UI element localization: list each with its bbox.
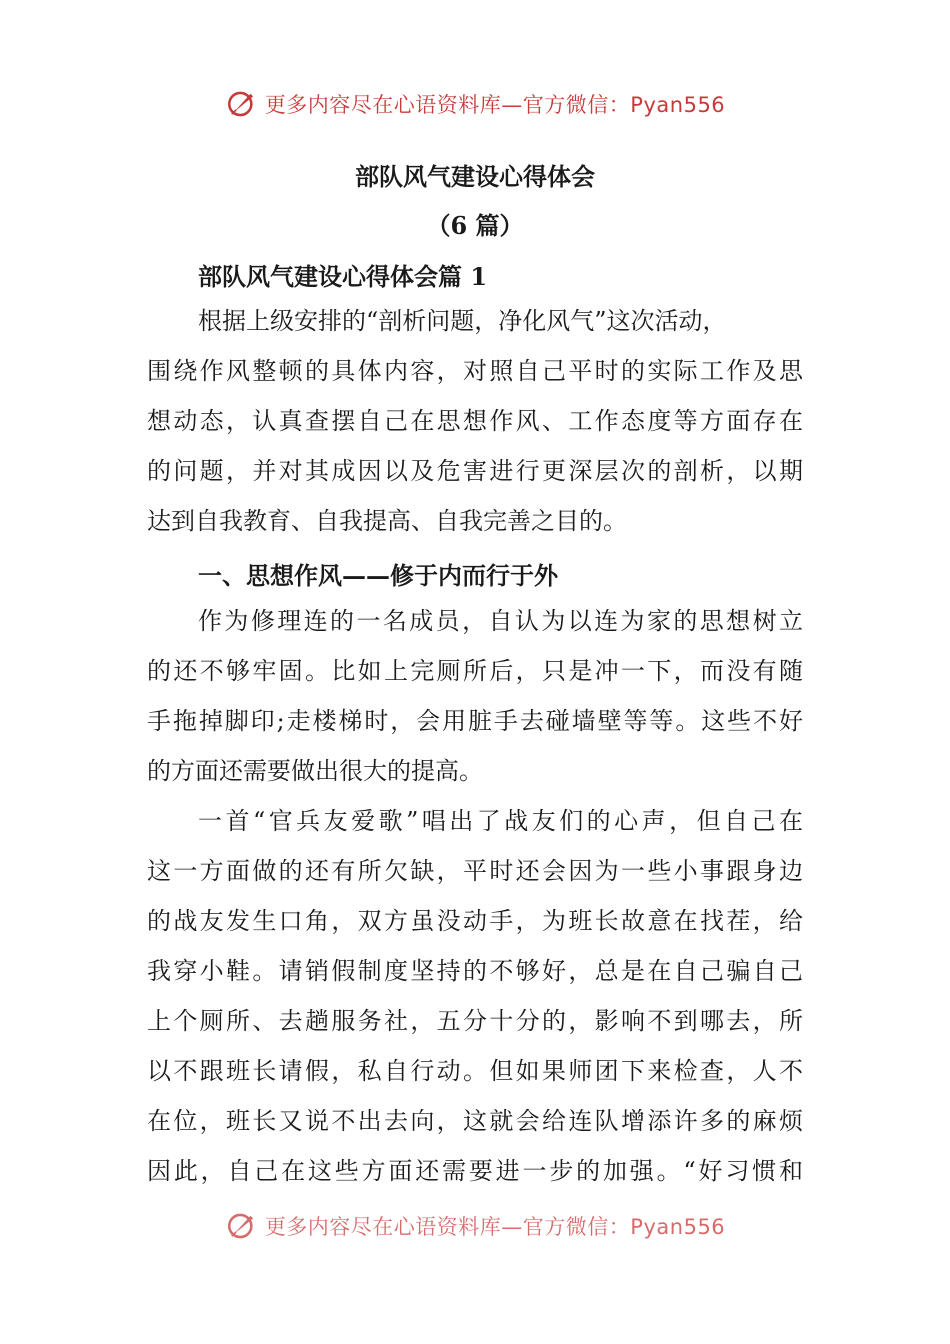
paragraph-line: 这一方面做的还有所欠缺，平时还会因为一些小事跟身边 [147, 857, 803, 885]
paragraph-line: 达到自我教育、自我提高、自我完善之目的。 [147, 507, 627, 535]
watermark-text: 更多内容尽在心语资料库—官方微信：Pyan556 [264, 1215, 726, 1239]
paragraph-line: 作为修理连的一名成员，自认为以连为家的思想树立 [198, 607, 803, 635]
section-heading: 一、思想作风——修于内而行于外 [198, 561, 558, 590]
paragraph-line: 因此，自己在这些方面还需要进一步的加强。“好习惯和 [147, 1157, 803, 1185]
paragraph-line: 以不跟班长请假，私自行动。但如果师团下来检查，人不 [147, 1057, 803, 1085]
watermark-banner-top [0, 84, 950, 124]
paragraph-line: 围绕作风整顿的具体内容，对照自己平时的实际工作及思 [147, 357, 803, 385]
paragraph-line: 的还不够牢固。比如上完厕所后，只是冲一下，而没有随 [147, 657, 803, 685]
paragraph-line: 一首“官兵友爱歌”唱出了战友们的心声，但自己在 [198, 807, 803, 835]
paragraph-line: 的问题，并对其成因以及危害进行更深层次的剖析，以期 [147, 457, 803, 485]
feather-pen-logo-icon [225, 87, 259, 121]
paragraph-line: 的方面还需要做出很大的提高。 [147, 757, 483, 785]
watermark-banner-bottom [0, 1206, 950, 1246]
watermark-text: 更多内容尽在心语资料库—官方微信：Pyan556 [264, 93, 726, 117]
paragraph-line: 在位，班长又说不出去向，这就会给连队增添许多的麻烦 [147, 1107, 803, 1135]
document-title: 部队风气建设心得体会 [355, 162, 595, 191]
document-subtitle: （6 篇） [426, 211, 524, 240]
paragraph-line: 我穿小鞋。请销假制度坚持的不够好，总是在自己骗自己 [147, 957, 803, 985]
article-heading: 部队风气建设心得体会篇 1 [198, 262, 488, 291]
paragraph-line: 根据上级安排的“剖析问题，净化风气”这次活动， [198, 307, 727, 335]
paragraph-line: 上个厕所、去趟服务社，五分十分的，影响不到哪去，所 [147, 1007, 803, 1035]
paragraph-line: 的战友发生口角，双方虽没动手，为班长故意在找茬，给 [147, 907, 803, 935]
paragraph-line: 想动态，认真查摆自己在思想作风、工作态度等方面存在 [147, 407, 803, 435]
paragraph-line: 手拖掉脚印;走楼梯时，会用脏手去碰墙壁等等。这些不好 [147, 707, 803, 735]
feather-pen-logo-icon [225, 1209, 259, 1243]
